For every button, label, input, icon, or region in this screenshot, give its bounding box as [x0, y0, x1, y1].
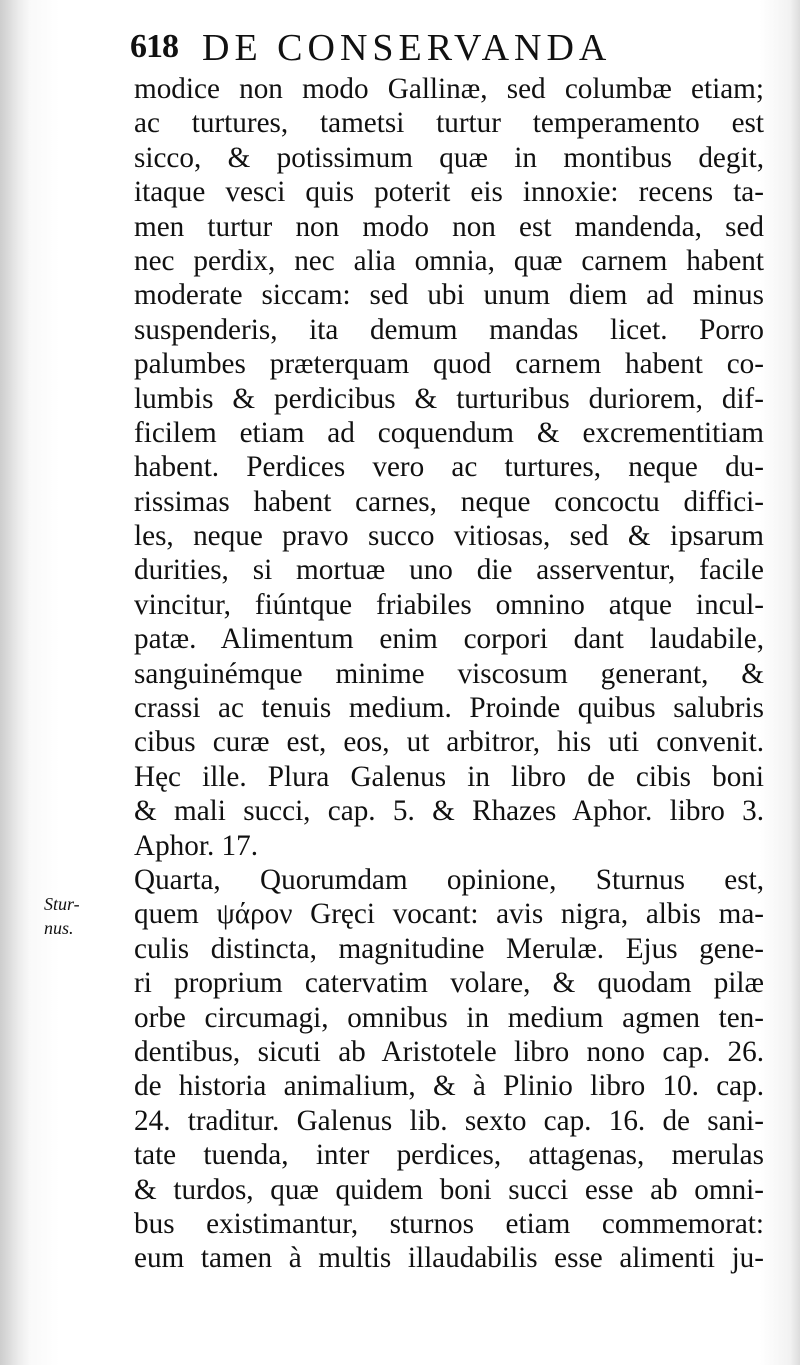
text-line: men turtur non modo non est mandenda, sed [134, 210, 764, 243]
text-line: habent. Perdices vero ac turtures, neque du- [134, 451, 764, 484]
marginal-note-line: nus. [44, 918, 74, 938]
text-line: dentibus, sicuti ab Aristotele libro nono cap. 26. [134, 1035, 764, 1068]
text-line: vincitur, fiúntque friabiles omnino atque incul- [134, 588, 764, 621]
gutter-shadow [0, 0, 30, 1365]
text-line: durities, si mortuæ uno die asserventur, facile [134, 554, 764, 587]
text-line: lumbis & perdicibus & turturibus duriorem, dif- [134, 382, 764, 415]
text-line: sanguinémque minime viscosum generant, & [134, 657, 764, 690]
text-line: tate tuenda, inter perdices, attagenas, merulas [134, 1139, 764, 1172]
text-line: crassi ac tenuis medium. Proinde quibus salubris [134, 692, 764, 725]
text-line: de historia animalium, & à Plinio libro 10. cap. [134, 1070, 764, 1103]
text-line: orbe circumagi, omnibus in medium agmen ten- [134, 1001, 764, 1034]
text-line: eum tamen à multis illaudabilis esse alimenti ju- [134, 1242, 764, 1275]
text-line: ficilem etiam ad coquendum & excrementitiam [134, 416, 764, 449]
text-line: Quarta, Quorumdam opinione, Sturnus est, [134, 863, 764, 896]
body-text [134, 72, 764, 1276]
text-line: Hęc ille. Plura Galenus in libro de cibis boni [134, 760, 764, 793]
text-line: quem ψάρον Gręci vocant: avis nigra, albis ma- [134, 898, 764, 931]
page-number: 618 [130, 28, 178, 65]
text-line: ri proprium catervatim volare, & quodam pilæ [134, 967, 764, 1000]
text-line: Aphor. 17. [134, 829, 259, 862]
text-line: palumbes præterquam quod carnem habent co- [134, 348, 764, 381]
text-line: culis distincta, magnitudine Merulæ. Ejus gene- [134, 932, 764, 965]
text-line: nec perdix, nec alia omnia, quæ carnem habent [134, 244, 764, 277]
marginal-note [44, 892, 80, 940]
text-line: rissimas habent carnes, neque concoctu diffici- [134, 485, 764, 518]
text-line: suspenderis, ita demum mandas licet. Porro [134, 313, 764, 346]
text-line: patæ. Alimentum enim corpori dant laudabile, [134, 623, 764, 656]
text-line: 24. traditur. Galenus lib. sexto cap. 16. de sani- [134, 1104, 764, 1137]
text-line: itaque vesci quis poterit eis innoxie: recens ta- [134, 176, 764, 209]
text-line: bus existimantur, sturnos etiam commemorat: [134, 1207, 764, 1240]
text-line: les, neque pravo succo vitiosas, sed & ipsarum [134, 520, 764, 553]
text-line: cibus curæ est, eos, ut arbitror, his uti convenit. [134, 726, 764, 759]
text-line: ac turtures, tametsi turtur temperamento est [134, 107, 764, 140]
marginal-note-line: Stur- [44, 894, 80, 914]
running-head: DE CONSERVANDA [202, 27, 612, 69]
text-line: & turdos, quæ quidem boni succi esse ab omni- [134, 1173, 764, 1206]
text-line: sicco, & potissimum quæ in montibus degit, [134, 141, 764, 174]
text-line: & mali succi, cap. 5. & Rhazes Aphor. libro 3. [134, 795, 764, 828]
text-line: moderate siccam: sed ubi unum diem ad minus [134, 279, 764, 312]
page-header [130, 26, 770, 74]
text-line: modice non modo Gallinæ, sed columbæ etiam; [134, 73, 764, 105]
